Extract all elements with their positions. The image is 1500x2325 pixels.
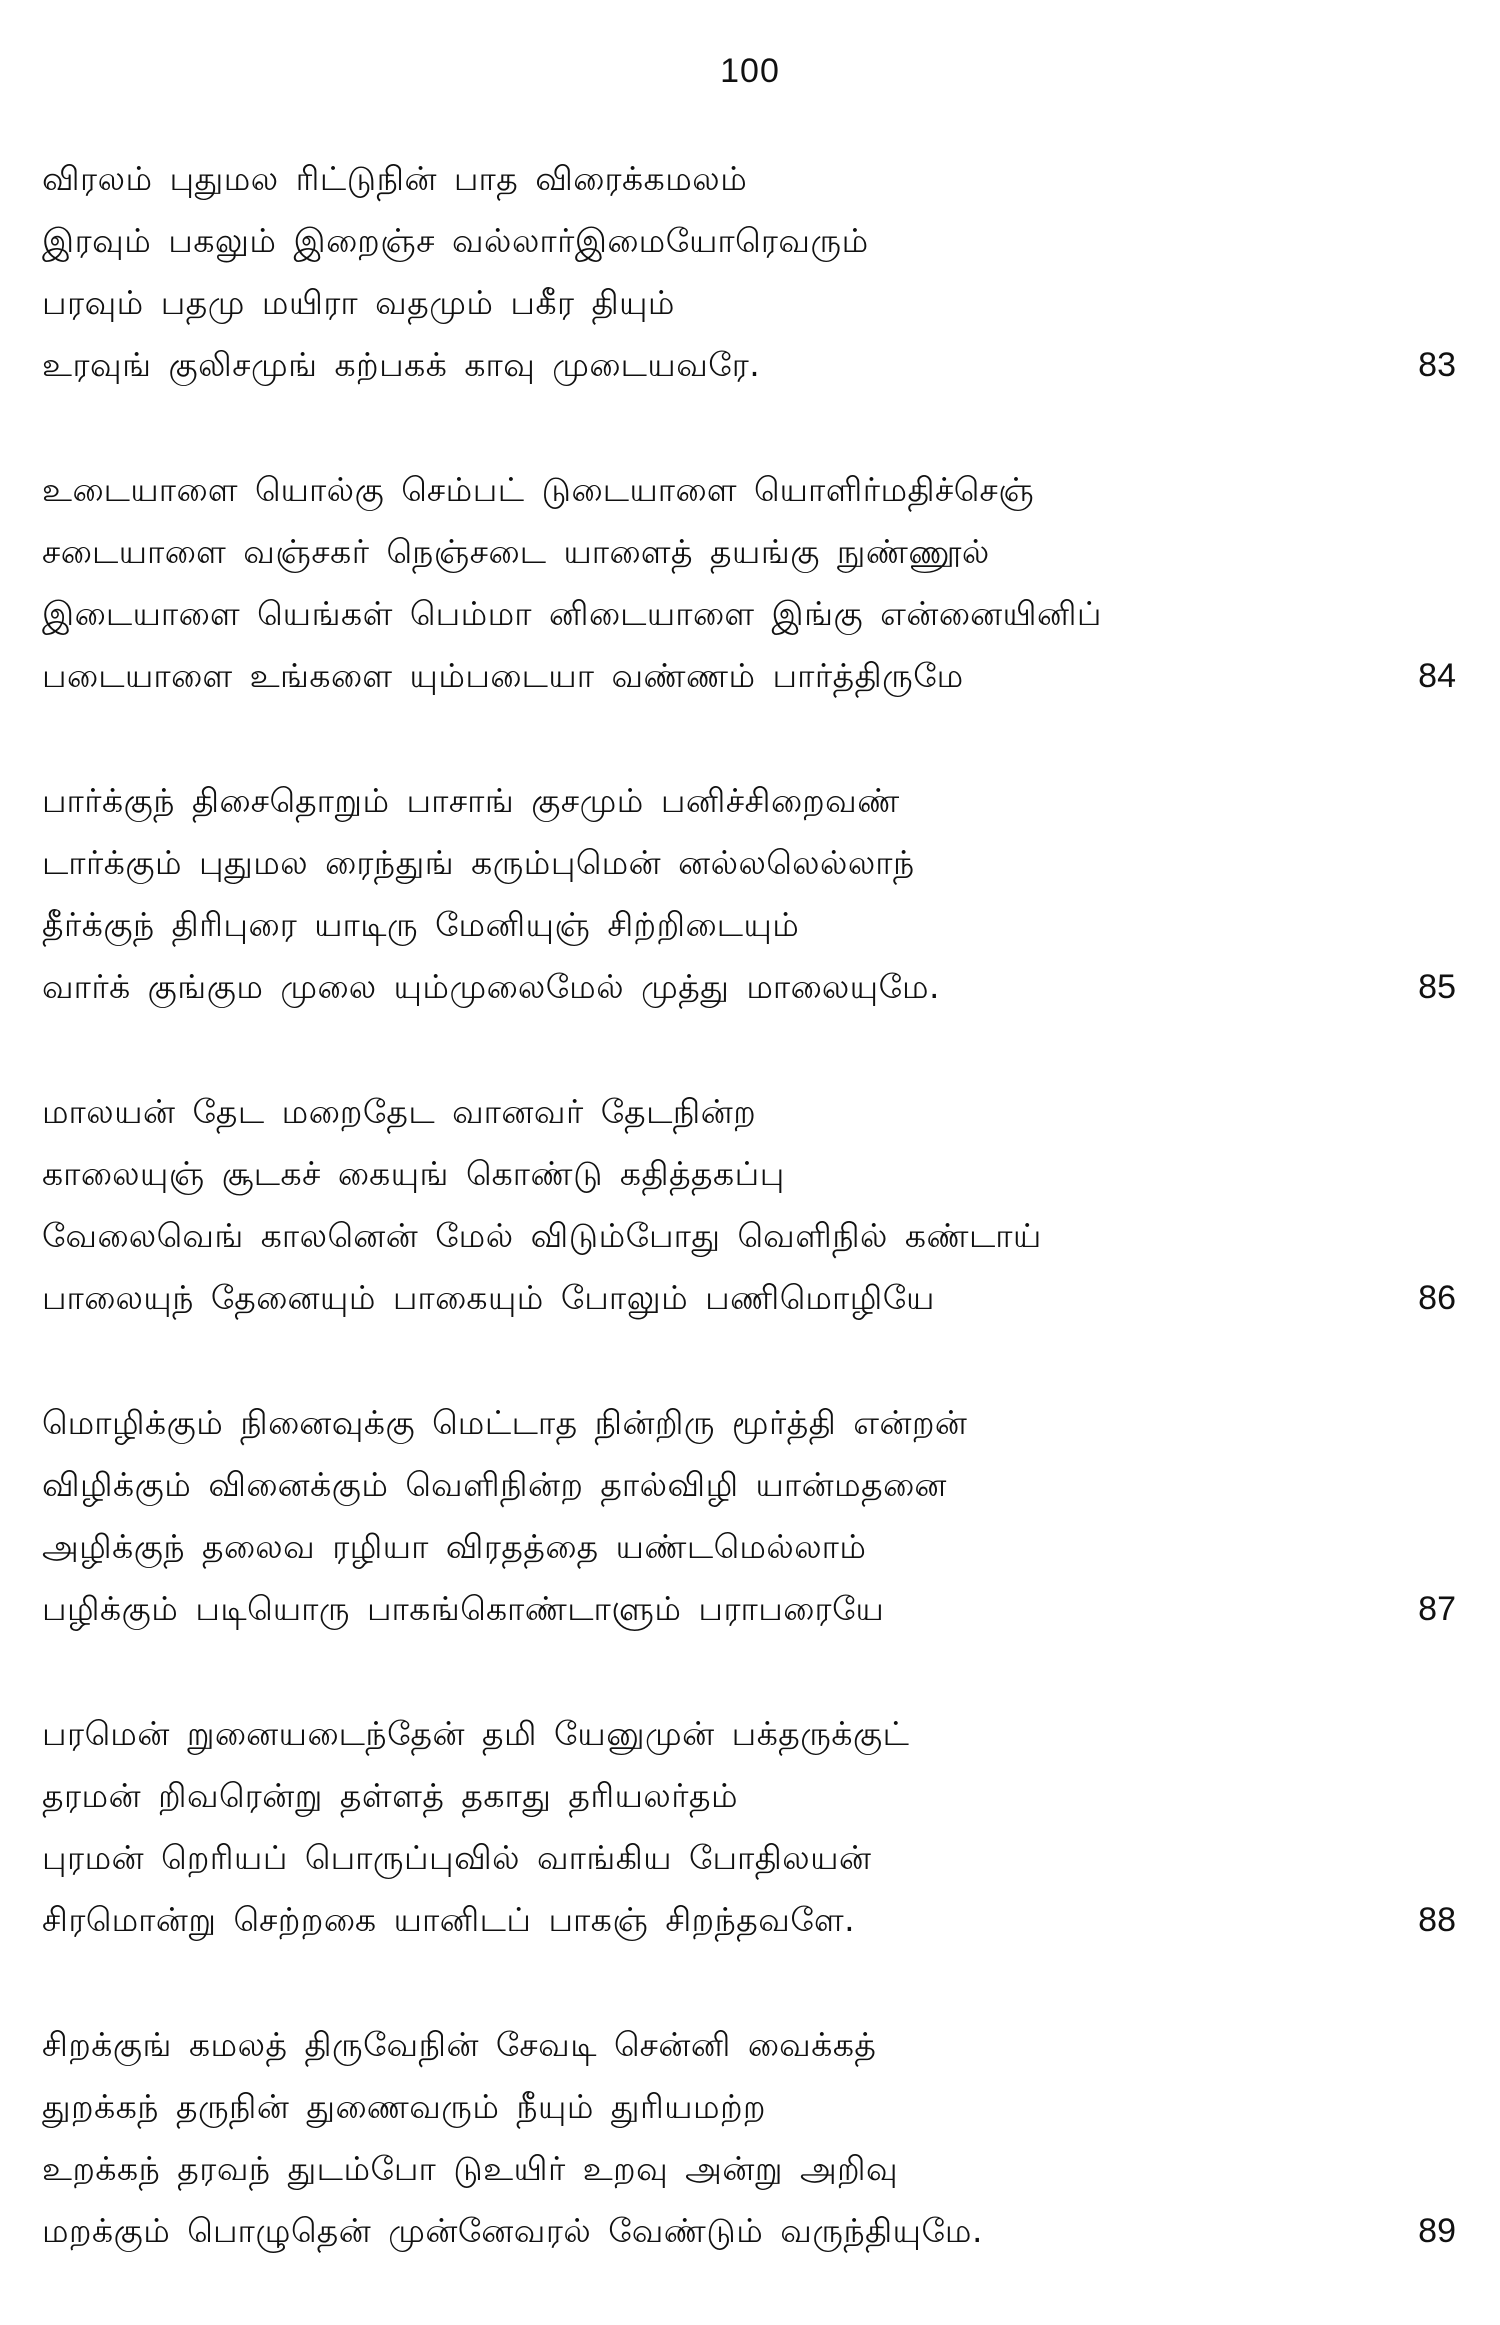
verse-line-text: அழிக்குந் தலைவ ரழியா விரதத்தை யண்டமெல்லாம் [42, 1527, 867, 1566]
verse-line [42, 521, 1462, 583]
verse-line-text: பரமென் றுனையடைந்தேன் தமி யேனுமுன் பக்தருக்குட் [42, 1714, 910, 1753]
verse-line [42, 894, 1462, 956]
verse-number: 88 [1418, 1901, 1456, 1939]
verse-number: 87 [1418, 1590, 1456, 1628]
verse-line-text: மறக்கும் பொழுதென் முன்னேவரல் வேண்டும் வருந்தியுமே. [42, 2211, 983, 2250]
verse-line [42, 770, 1462, 832]
verse [42, 459, 1462, 707]
verse-line-text: வேலைவெங் காலனென் மேல் விடும்போது வெளிநில் கண்டாய் [42, 1216, 1042, 1255]
verse-line-text: டார்க்கும் புதுமல ரைந்துங் கரும்புமென் னல்லலெல்லாந் [42, 843, 915, 882]
verse-line-text: பழிக்கும் படியொரு பாகங்கொண்டாளும் பராபரையே [42, 1589, 885, 1628]
verse [42, 1392, 1462, 1640]
verse-line-text: சடையாளை வஞ்சகர் நெஞ்சடை யாளைத் தயங்கு நுண்ணூல் [42, 532, 990, 571]
verse-line-text: தீர்க்குந் திரிபுரை யாடிரு மேனியுஞ் சிற்றிடையும் [42, 905, 800, 944]
verse [42, 1081, 1462, 1329]
verse-number: 85 [1418, 968, 1456, 1006]
verse-line-text: சிறக்குங் கமலத் திருவேநின் சேவடி சென்னி வைக்கத் [42, 2025, 877, 2064]
verse-line [42, 2138, 1462, 2200]
verse-line-text: பார்க்குந் திசைதொறும் பாசாங் குசமும் பனிச்சிறைவண் [42, 781, 900, 820]
verse-line [42, 2076, 1462, 2138]
verse-number: 83 [1418, 346, 1456, 384]
verse-line [42, 1143, 1462, 1205]
verse-line-text: மாலயன் தேட மறைதேட வானவர் தேடநின்ற [42, 1092, 757, 1131]
verse-line-text: உடையாளை யொல்கு செம்பட் டுடையாளை யொளிர்மதிச்செஞ் [42, 470, 1035, 509]
verse-number: 84 [1418, 657, 1456, 695]
verse-line [42, 645, 1462, 707]
verse-line [42, 1267, 1462, 1329]
verse-line-text: படையாளை உங்களை யும்படையா வண்ணம் பார்த்திருமே [42, 656, 964, 695]
verse-line-text: பாலையுந் தேனையும் பாகையும் போலும் பணிமொழியே [42, 1278, 935, 1317]
verse-line-text: உறக்கந் தரவந் துடம்போ டுஉயிர் உறவு அன்று அறிவு [42, 2149, 899, 2188]
page-number: 100 [720, 52, 780, 90]
verse [42, 770, 1462, 1018]
verse-line [42, 583, 1462, 645]
verse-line [42, 1516, 1462, 1578]
verse-line-text: மொழிக்கும் நினைவுக்கு மெட்டாத நின்றிரு மூர்த்தி என்றன் [42, 1403, 968, 1442]
verse-line [42, 272, 1462, 334]
verse-line [42, 1081, 1462, 1143]
verse-line [42, 832, 1462, 894]
verse-line [42, 148, 1462, 210]
verse-line [42, 1392, 1462, 1454]
verse-line [42, 956, 1462, 1018]
verse-line-text: துறக்கந் தருநின் துணைவரும் நீயும் துரியமற்ற [42, 2087, 767, 2126]
verse-line-text: புரமன் றெரியப் பொருப்புவில் வாங்கிய போதிலயன் [42, 1838, 872, 1877]
verse-line [42, 2014, 1462, 2076]
verse-number: 86 [1418, 1279, 1456, 1317]
verse-line-text: இடையாளை யெங்கள் பெம்மா னிடையாளை இங்கு என்னையினிப் [42, 594, 1102, 633]
verse-line-text: விரலம் புதுமல ரிட்டுநின் பாத விரைக்கமலம் [42, 159, 748, 198]
verse-line-text: விழிக்கும் வினைக்கும் வெளிநின்ற தால்விழி யான்மதனை [42, 1465, 947, 1504]
verse-line [42, 1454, 1462, 1516]
verse-line [42, 1889, 1462, 1951]
verse-line [42, 459, 1462, 521]
verse-line-text: இரவும் பகலும் இறைஞ்ச வல்லார்இமையோரெவரும் [42, 221, 869, 260]
verse-line [42, 1827, 1462, 1889]
verse-line [42, 1205, 1462, 1267]
verse-line [42, 1578, 1462, 1640]
verse [42, 148, 1462, 396]
verse [42, 2014, 1462, 2262]
verse-list [42, 148, 1462, 2325]
verse-line [42, 1703, 1462, 1765]
verse-line [42, 1765, 1462, 1827]
verse-number: 89 [1418, 2212, 1456, 2250]
verse-line [42, 2200, 1462, 2262]
verse-line [42, 334, 1462, 396]
verse-line-text: சிரமொன்று செற்றகை யானிடப் பாகஞ் சிறந்தவளே. [42, 1900, 856, 1939]
verse [42, 1703, 1462, 1951]
verse-line-text: காலையுஞ் சூடகச் கையுங் கொண்டு கதித்தகப்பு [42, 1154, 785, 1193]
verse-line-text: உரவுங் குலிசமுங் கற்பகக் காவு முடையவரே. [42, 345, 761, 384]
verse-line-text: வார்க் குங்கும முலை யும்முலைமேல் முத்து மாலையுமே. [42, 967, 941, 1006]
verse-line-text: பரவும் பதமு மயிரா வதமும் பகீர தியும் [42, 283, 675, 322]
verse-line-text: தரமன் றிவரென்று தள்ளத் தகாது தரியலர்தம் [42, 1776, 739, 1815]
verse-line [42, 210, 1462, 272]
